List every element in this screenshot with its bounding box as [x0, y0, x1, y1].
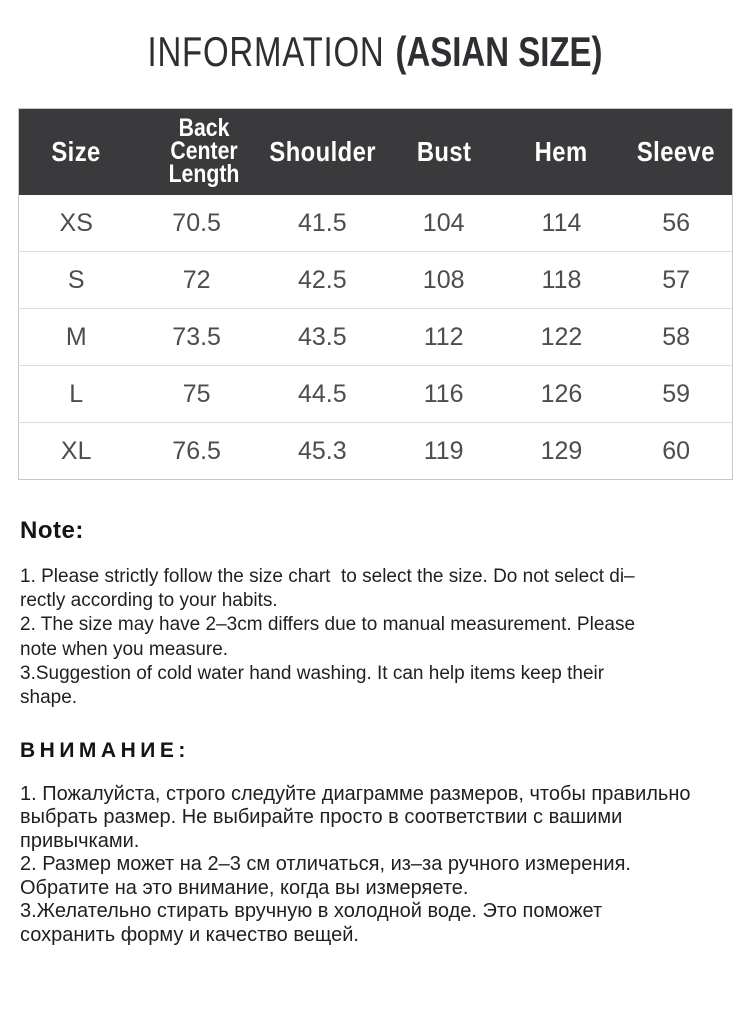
attention-line: выбрать размер. Не выбирайте просто в соответствии с вашими [20, 806, 623, 829]
table-cell: 58 [620, 309, 732, 366]
table-cell: 60 [620, 423, 732, 480]
table-row-s [19, 252, 733, 309]
table-cell: 112 [385, 309, 503, 366]
table-cell: 122 [503, 309, 621, 366]
header-bust-label: Bust [416, 136, 471, 168]
attention-text [20, 783, 730, 948]
table-row-m [19, 309, 733, 366]
row-size-label: L [19, 366, 134, 423]
size-table [18, 108, 733, 480]
table-row-l [19, 366, 733, 423]
row-size-label: XL [19, 423, 134, 480]
header-sleeve-label: Sleeve [637, 136, 716, 168]
note-line: note when you measure. [20, 638, 229, 660]
table-cell: 129 [503, 423, 621, 480]
note-line: 3.Suggestion of cold water hand washing. It can help items keep their [20, 663, 605, 685]
table-cell: 56 [662, 208, 691, 237]
note-section [20, 517, 730, 947]
header-sleeve [620, 109, 732, 195]
table-cell: 73.5 [133, 309, 259, 366]
attention-line: привычками. [20, 829, 140, 852]
title-information: INFORMATION [147, 28, 385, 75]
header-shoulder [260, 109, 385, 195]
header-shoulder-label: Shoulder [269, 136, 376, 168]
table-cell: 76.5 [133, 423, 259, 480]
table-cell: 104 [422, 208, 465, 237]
note-line: shape. [20, 687, 78, 709]
note-line: rectly according to your habits. [20, 590, 278, 612]
table-cell: 59 [620, 366, 732, 423]
table-cell: 42.5 [260, 252, 385, 309]
size-info-page [0, 28, 750, 947]
header-hem [503, 109, 621, 195]
table-cell: 72 [133, 252, 259, 309]
size-table-header [19, 109, 733, 195]
header-size [19, 109, 134, 195]
table-cell: 70.5 [172, 208, 221, 237]
note-line: 1. Please strictly follow the size chart to select the size. Do not select di– [20, 565, 635, 587]
table-cell: 119 [385, 423, 503, 480]
header-hem-label: Hem [535, 136, 588, 168]
table-cell: 108 [385, 252, 503, 309]
row-size-label: XS [59, 208, 93, 237]
header-size-label: Size [51, 136, 101, 168]
table-cell: 45.3 [260, 423, 385, 480]
attention-line: 1. Пожалуйста, строго следуйте диаграмме размеров, чтобы правильно [20, 782, 691, 805]
row-size-label: S [19, 252, 134, 309]
table-cell: 75 [133, 366, 259, 423]
attention-line: сохранить форму и качество вещей. [20, 923, 359, 946]
table-cell: 118 [503, 252, 621, 309]
table-cell: 57 [620, 252, 732, 309]
note-heading: Note: [20, 517, 84, 545]
note-line: 2. The size may have 2–3cm differs due to manual measurement. Please [20, 614, 636, 636]
header-back-center-length [133, 109, 259, 195]
size-table-body [19, 195, 733, 480]
table-cell: 43.5 [260, 309, 385, 366]
table-cell: 114 [541, 208, 582, 237]
table-cell: 41.5 [297, 208, 347, 237]
table-cell: 44.5 [260, 366, 385, 423]
row-size-label: M [19, 309, 134, 366]
table-row-xs [19, 195, 733, 252]
attention-line: 2. Размер может на 2–3 см отличаться, из–за ручного измерения. [20, 853, 631, 876]
page-title [81, 28, 670, 76]
header-bust [385, 109, 503, 195]
header-back-center-length-label: Back Center Length [169, 114, 240, 189]
note-text [20, 565, 730, 711]
title-asian-size: (ASIAN SIZE) [395, 28, 603, 75]
table-cell: 116 [385, 366, 503, 423]
attention-line: 3.Желательно стирать вручную в холодной воде. Это поможет [20, 900, 603, 923]
header-row [19, 109, 733, 195]
attention-heading: ВНИМАНИЕ: [20, 738, 190, 762]
table-row-xl [19, 423, 733, 480]
table-cell: 126 [503, 366, 621, 423]
attention-line: Обратите на это внимание, когда вы измеряете. [20, 876, 469, 899]
